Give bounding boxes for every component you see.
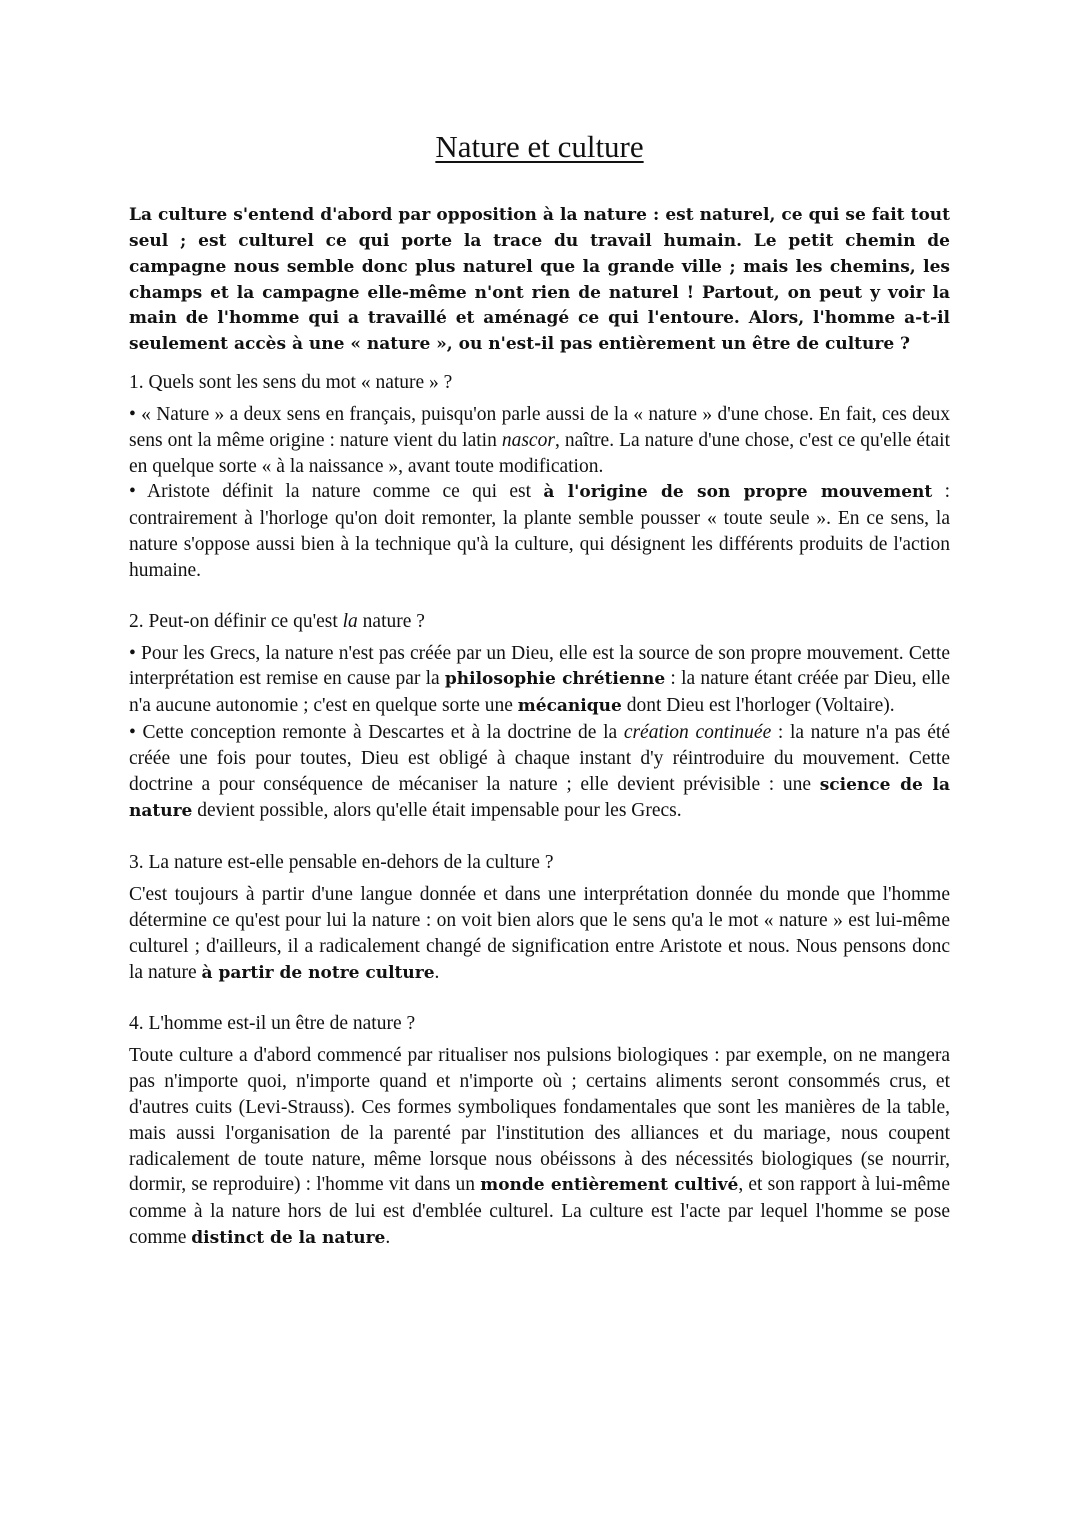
bold-term: à l'origine de son propre mouvement [543, 482, 933, 503]
document-title: Nature et culture [435, 129, 644, 164]
bold-term: à partir de notre culture [201, 962, 435, 983]
section-paragraph [129, 882, 950, 986]
section-heading [129, 609, 950, 635]
section-3 [129, 850, 950, 986]
section-2 [129, 609, 950, 826]
section-heading: 4. L'homme est-il un être de nature ? [129, 1013, 416, 1035]
section-paragraph [129, 402, 950, 479]
bold-term: mécanique [517, 696, 622, 717]
section-paragraph [129, 720, 950, 825]
bold-term: philosophie chrétienne [444, 669, 666, 690]
text-run: devient possible, alors qu'elle était impensable pour les Grecs. [192, 800, 682, 822]
section-paragraph [129, 1043, 950, 1251]
text-run: : la nature étant créée par Dieu, elle n'a aucune autonomie ; c'est en quelque sorte une [129, 668, 950, 717]
section-paragraph [129, 479, 950, 583]
section-spacer [129, 584, 950, 609]
text-run: nature ? [357, 610, 425, 632]
text-run: : contrairement à l'horloge qu'on doit remonter, la plante semble pousser « toute seule ». En ce sens, la nature s'oppose aussi bien à la technique qu'à la culture, qui désignent les différents produits de l'action humaine. [129, 481, 950, 581]
text-run: • Cette conception remonte à Descartes et à la doctrine de la [129, 721, 624, 743]
section-heading: 3. La nature est-elle pensable en-dehors de la culture ? [129, 852, 554, 874]
section-heading: 1. Quels sont les sens du mot « nature » ? [129, 371, 453, 393]
italic-term: création continuée [623, 721, 772, 743]
bold-term: monde entièrement cultivé [480, 1175, 739, 1196]
text-run: . [434, 961, 440, 983]
text-run: Toute culture a d'abord commencé par ritualiser nos pulsions biologiques : par exemple, on ne mangera pas n'importe quoi, n'importe quand et n'importe où ; certains aliments seront consommés crus, et d'autres cuits (Levi-Strauss). Ces formes symboliques fondamentales que sont les manières de la table, mais aussi l'organisation de la parenté par l'institution des alliances et du mariage, nous coupent radicalement de toute nature, même lorsque nous obéissons à des nécessités biologiques (se nourrir, dormir, se reproduire) : l'homme vit dans un [129, 1045, 950, 1196]
section-paragraph [129, 641, 950, 720]
text-run: , naître. La nature d'une chose, c'est ce qu'elle était en quelque sorte « à la naissance », avant toute modification. [129, 429, 951, 477]
section-spacer [129, 986, 950, 1011]
intro-paragraph: La culture s'entend d'abord par opposition à la nature : est naturel, ce qui se fait tout seul ; est culturel ce qui porte la trace du travail humain. Le petit chemin de campagne nous semble donc plus naturel que la grande ville ; mais les chemins, les champs et la campagne elle-même n'ont rien de naturel ! Partout, on peut y voir la main de l'homme qui a travaillé et aménagé ce qui l'entoure. Alors, l'homme a-t-il seulement accès à une « nature », ou n'est-il pas entièrement un être de culture ? [129, 205, 950, 355]
text-run: . [385, 1226, 391, 1248]
document-page [129, 128, 950, 1252]
italic-term: nascor [501, 429, 555, 451]
text-run: • Aristote définit la nature comme ce qui est [129, 481, 544, 503]
section-4 [129, 1011, 950, 1251]
bold-term: distinct de la nature [191, 1227, 386, 1248]
italic-term: la [342, 610, 358, 632]
text-run: C'est toujours à partir d'une langue donnée et dans une interprétation donnée du monde que l'homme détermine ce qu'est pour lui la nature : on voit bien alors que le sens qu'a le mot « nature » est lui-même culturel ; d'ailleurs, il a radicalement changé de signification entre Aristote et nous. Nous pensons donc la nature [129, 884, 950, 983]
text-run: 2. Peut-on définir ce qu'est [129, 610, 343, 632]
bold-term: science de la nature [129, 774, 950, 822]
section-1 [129, 370, 950, 584]
text-run: : la nature n'a pas été créée une fois pour toutes, Dieu est obligé à chaque instant d'y réintroduire du mouvement. Cette doctrine a pour conséquence de mécaniser la nature ; elle devient prévisible : une [129, 721, 950, 795]
text-run: • « Nature » a deux sens en français, puisqu'on parle aussi de la « nature » d'une chose. En fait, ces deux sens ont la même origine : nature vient du latin [129, 403, 950, 451]
text-run: • Pour les Grecs, la nature n'est pas créée par un Dieu, elle est la source de son propre mouvement. Cette interprétation est remise en cause par la [129, 642, 950, 690]
section-spacer [129, 825, 950, 850]
text-run: , et son rapport à lui-même comme à la nature hors de lui est d'emblée culturel. La culture est l'acte par lequel l'homme se pose comme [129, 1174, 950, 1248]
text-run: dont Dieu est l'horloger (Voltaire). [621, 695, 895, 717]
